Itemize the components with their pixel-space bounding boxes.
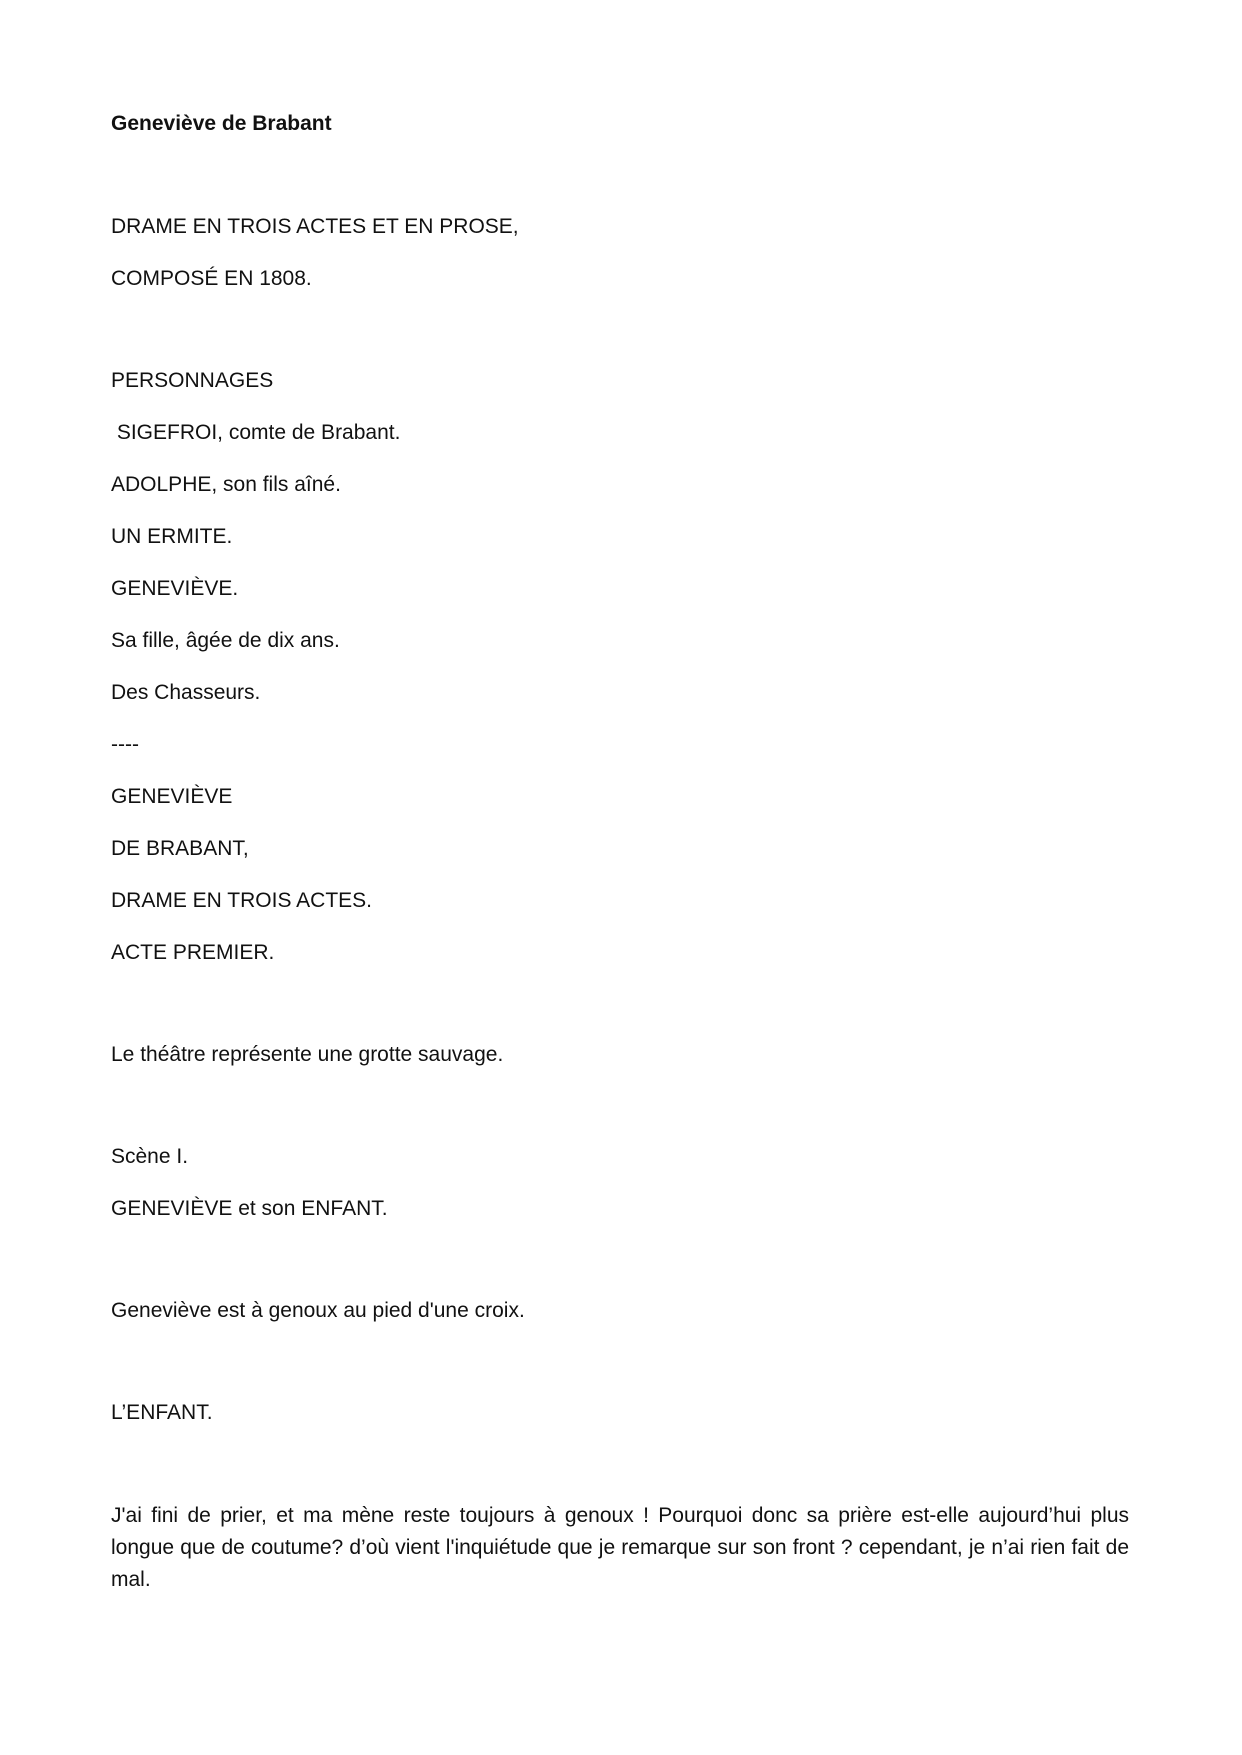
scene-heading: Scène I. bbox=[111, 1145, 189, 1168]
character-line: Des Chasseurs. bbox=[111, 681, 261, 704]
character-line: ADOLPHE, son fils aîné. bbox=[111, 473, 341, 496]
separator: ---- bbox=[111, 733, 139, 756]
stage-direction: Geneviève est à genoux au pied d'une croix. bbox=[111, 1299, 525, 1322]
stage-direction: Le théâtre représente une grotte sauvage. bbox=[111, 1043, 504, 1066]
characters-heading: PERSONNAGES bbox=[111, 369, 274, 392]
dialogue-paragraph: J'ai fini de prier, et ma mène reste toujours à genoux ! Pourquoi donc sa prière est-elle aujourd’hui plus longue que de coutume? d’où vient l'inquiétude que je remarque sur son front ? cependant, je n’ai rien fait de mal. bbox=[111, 1504, 1129, 1591]
scene-characters: GENEVIÈVE et son ENFANT. bbox=[111, 1197, 388, 1220]
character-line: UN ERMITE. bbox=[111, 525, 233, 548]
document-title: Geneviève de Brabant bbox=[111, 112, 332, 135]
heading-line: DRAME EN TROIS ACTES. bbox=[111, 889, 372, 912]
act-heading: ACTE PREMIER. bbox=[111, 941, 275, 964]
subtitle-line: DRAME EN TROIS ACTES ET EN PROSE, bbox=[111, 215, 519, 238]
character-line: GENEVIÈVE. bbox=[111, 577, 239, 600]
character-line: Sa fille, âgée de dix ans. bbox=[111, 629, 340, 652]
speaker-name: L’ENFANT. bbox=[111, 1401, 213, 1424]
heading-line: DE BRABANT, bbox=[111, 837, 249, 860]
heading-line: GENEVIÈVE bbox=[111, 785, 233, 808]
composition-date: COMPOSÉ EN 1808. bbox=[111, 267, 312, 290]
character-line: SIGEFROI, comte de Brabant. bbox=[111, 421, 401, 444]
